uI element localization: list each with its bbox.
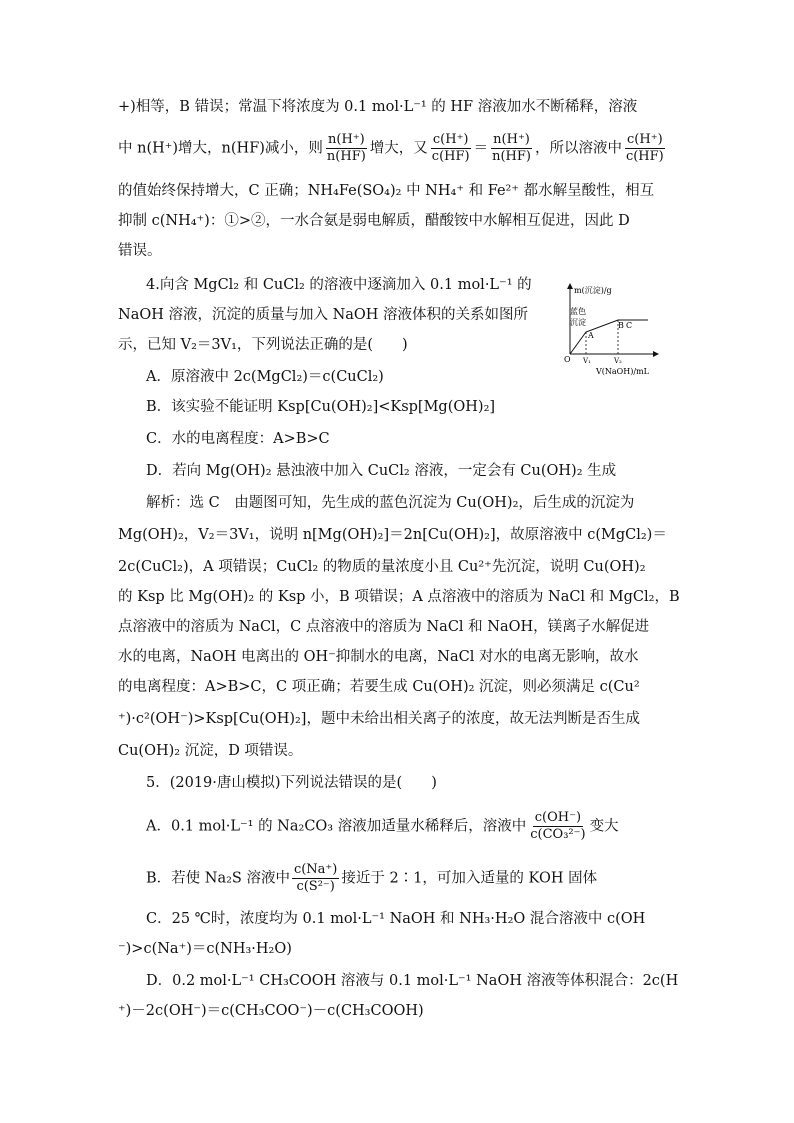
text-segment: A．0.1 mol·L⁻¹ 的 Na₂CO₃ 溶液加适量水稀释后，溶液中 — [146, 818, 527, 835]
option-d: D．若向 Mg(OH)₂ 悬浊液中加入 CuCl₂ 溶液，一定会有 Cu(OH)₂ 生成 — [146, 463, 617, 479]
text-line: 错误。 — [118, 243, 162, 259]
text-segment: 接近于 2∶1，可加入适量的 KOH 固体 — [341, 870, 598, 887]
option-c: C．水的电离程度：A>B>C — [146, 431, 330, 447]
option-a: A．原溶液中 2c(MgCl₂)＝c(CuCl₂) — [146, 369, 384, 385]
chart-svg — [556, 282, 674, 378]
annotation-blue: 蓝色 — [570, 307, 586, 316]
question-5-stem: 5．(2019·唐山模拟)下列说法错误的是( ) — [146, 775, 437, 791]
question-4-stem: 示，已知 V₂＝3V₁，下列说法正确的是( ) — [118, 337, 408, 353]
q5-option-d: D．0.2 mol·L⁻¹ CH₃COOH 溶液与 0.1 mol·L⁻¹ NaOH 溶液等体积混合：2c(H — [146, 973, 679, 989]
fraction — [528, 810, 587, 843]
text-line: 抑制 c(NH₄⁺)：①>②，一水合氨是弱电解质，醋酸铵中水解相互促进，因此 D — [118, 213, 630, 229]
text-segment: 增大，又 — [369, 140, 428, 157]
annotation-precipitate: 沉淀 — [570, 318, 586, 327]
option-b: B．该实验不能证明 Ksp[Cu(OH)₂]<Ksp[Mg(OH)₂] — [146, 399, 496, 415]
q5-option-a — [146, 810, 706, 843]
solution-line: 点溶液中的溶质为 NaCl，C 点溶液中的溶质为 NaCl 和 NaOH，镁离子水解促进 — [118, 619, 650, 635]
fraction — [292, 862, 339, 895]
precipitate-chart — [556, 282, 674, 378]
solution-line: Cu(OH)₂ 沉淀，D 项错误。 — [118, 743, 303, 759]
solution-line: 的电离程度：A>B>C，C 项正确；若要生成 Cu(OH)₂ 沉淀，则必须满足 c(Cu² — [118, 679, 640, 695]
q5-option-b — [146, 862, 706, 895]
fraction-denominator: c(CO₃²⁻) — [530, 827, 586, 842]
fraction-numerator: c(H⁺) — [627, 132, 663, 147]
y-axis-label: m(沉淀)/g — [574, 286, 612, 295]
point-b-label: B — [618, 321, 624, 330]
text-segment: 变大 — [589, 818, 619, 835]
solution-line: Mg(OH)₂，V₂＝3V₁，说明 n[Mg(OH)₂]＝2n[Cu(OH)₂]，故原溶液中 c(MgCl₂)＝ — [118, 527, 667, 543]
solution-line: 解析：选 C 由题图可知，先生成的蓝色沉淀为 Cu(OH)₂，后生成的沉淀为 — [146, 495, 635, 511]
text-segment: ，所以溶液中 — [534, 140, 622, 157]
tick-label-v1: V₁ — [583, 357, 591, 365]
fraction — [430, 132, 472, 165]
question-4-stem: 4.向含 MgCl₂ 和 CuCl₂ 的溶液中逐滴加入 0.1 mol·L⁻¹ 的 — [146, 277, 532, 293]
text-segment: 中 n(H⁺)增大，n(HF)减小，则 — [118, 140, 323, 157]
solution-line: 水的电离，NaOH 电离出的 OH⁻抑制水的电离，NaCl 对水的电离无影响，故水 — [118, 649, 639, 665]
fraction — [490, 132, 533, 165]
fraction-denominator: c(HF) — [431, 149, 470, 164]
fraction-numerator: n(H⁺) — [493, 132, 530, 147]
q5-option-d-cont: ⁺)－2c(OH⁻)＝c(CH₃COO⁻)－c(CH₃COOH) — [118, 1003, 424, 1019]
fraction — [325, 132, 368, 165]
question-4-stem: NaOH 溶液，沉淀的质量与加入 NaOH 溶液体积的关系如图所 — [118, 307, 529, 323]
text-line: 的值始终保持增大，C 正确；NH₄Fe(SO₄)₂ 中 NH₄⁺ 和 Fe²⁺ 都水解呈酸性，相互 — [118, 183, 655, 199]
origin-label: O — [564, 355, 571, 364]
fraction-numerator: c(H⁺) — [432, 132, 469, 147]
solution-line: 2c(CuCl₂)，A 项错误；CuCl₂ 的物质的量浓度小且 Cu²⁺先沉淀，说明 Cu(OH)₂ — [118, 559, 646, 575]
point-a-label: A — [588, 331, 594, 340]
fraction-numerator: c(OH⁻) — [534, 810, 582, 825]
q5-option-c: C．25 ℃时，浓度均为 0.1 mol·L⁻¹ NaOH 和 NH₃·H₂O 混合溶液中 c(OH — [146, 911, 646, 927]
solution-line: ⁺)·c²(OH⁻)>Ksp[Cu(OH)₂]，题中未给出相关离子的浓度，故无法判断是否生成 — [118, 711, 640, 727]
fraction-numerator: n(H⁺) — [328, 132, 365, 147]
fraction — [624, 132, 666, 165]
point-c-label: C — [626, 321, 633, 330]
text-segment: ＝ — [473, 140, 489, 157]
fraction-denominator: n(HF) — [326, 149, 366, 164]
fraction-numerator: c(Na⁺) — [293, 862, 338, 877]
tick-label-v2: V₂ — [614, 357, 622, 365]
text-segment: B．若使 Na₂S 溶液中 — [146, 870, 290, 887]
q5-option-c-cont: ⁻)>c(Na⁺)＝c(NH₃·H₂O) — [118, 941, 292, 957]
text-line: +)相等，B 错误；常温下将浓度为 0.1 mol·L⁻¹ 的 HF 溶液加水不断稀释，溶液 — [118, 99, 638, 115]
x-axis-label: V(NaOH)/mL — [596, 367, 649, 376]
fraction-denominator: n(HF) — [492, 149, 531, 164]
solution-line: 的 Ksp 比 Mg(OH)₂ 的 Ksp 小，B 项错误；A 点溶液中的溶质为 NaCl 和 MgCl₂，B — [118, 589, 680, 605]
fraction-denominator: c(S²⁻) — [296, 879, 335, 894]
fraction-denominator: c(HF) — [625, 149, 664, 164]
text-line-with-fractions — [118, 132, 678, 165]
